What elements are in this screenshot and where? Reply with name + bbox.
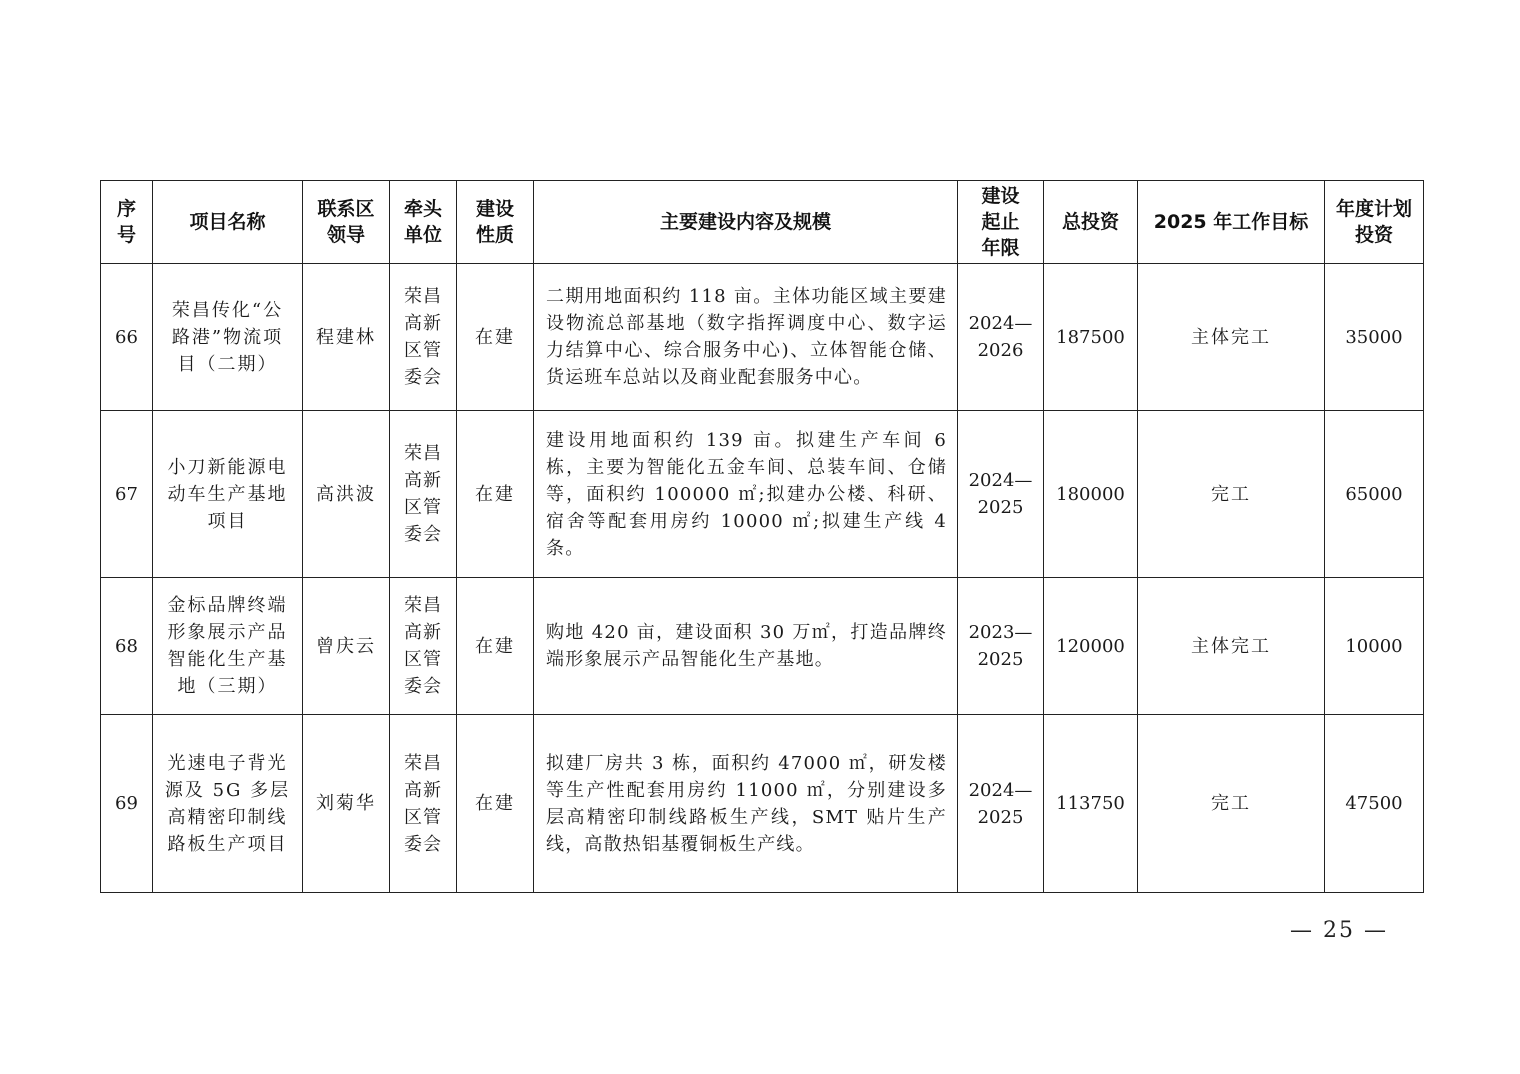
cell-leader: 曾庆云	[303, 578, 390, 715]
cell-total: 180000	[1044, 411, 1138, 578]
cell-nature: 在建	[457, 264, 534, 411]
cell-annual: 47500	[1325, 715, 1424, 893]
period-end: 2025	[977, 497, 1024, 518]
table-row	[101, 578, 1424, 715]
cell-content: 拟建厂房共 3 栋，面积约 47000 ㎡，研发楼等生产性配套用房约 11000 ㎡，分别建设多层高精密印制线路板生产线，SMT 贴片生产线，高散热铝基覆铜板生产线。	[534, 715, 958, 893]
header-content: 主要建设内容及规模	[534, 181, 958, 264]
header-annual: 年度计划投资	[1325, 181, 1424, 264]
cell-goal: 完工	[1138, 411, 1325, 578]
table-row	[101, 411, 1424, 578]
cell-name: 荣昌传化“公路港”物流项目（二期）	[153, 264, 303, 411]
header-total: 总投资	[1044, 181, 1138, 264]
cell-goal: 完工	[1138, 715, 1325, 893]
cell-leader: 刘菊华	[303, 715, 390, 893]
cell-seq: 69	[101, 715, 153, 893]
period-end: 2025	[977, 649, 1024, 670]
cell-period	[958, 411, 1044, 578]
cell-unit: 荣昌高新区管委会	[390, 578, 457, 715]
cell-total: 187500	[1044, 264, 1138, 411]
cell-total: 113750	[1044, 715, 1138, 893]
header-seq: 序号	[101, 181, 153, 264]
cell-nature: 在建	[457, 578, 534, 715]
cell-annual: 10000	[1325, 578, 1424, 715]
cell-name: 金标品牌终端形象展示产品智能化生产基地（三期）	[153, 578, 303, 715]
cell-unit: 荣昌高新区管委会	[390, 411, 457, 578]
header-goal: 2025 年工作目标	[1138, 181, 1325, 264]
period-start: 2024—	[968, 779, 1033, 801]
header-nature: 建设性质	[457, 181, 534, 264]
cell-content: 建设用地面积约 139 亩。拟建生产车间 6 栋，主要为智能化五金车间、总装车间、仓储等，面积约 100000 ㎡;拟建办公楼、科研、宿舍等配套用房约 10000 ㎡;拟建生产线 4 条。	[534, 411, 958, 578]
cell-period	[958, 578, 1044, 715]
cell-leader: 程建林	[303, 264, 390, 411]
cell-seq: 66	[101, 264, 153, 411]
cell-total: 120000	[1044, 578, 1138, 715]
header-unit: 牵头单位	[390, 181, 457, 264]
period-start: 2023—	[968, 622, 1033, 643]
page-number: — 25 —	[1290, 918, 1388, 943]
period-end: 2026	[977, 340, 1024, 361]
cell-leader: 高洪波	[303, 411, 390, 578]
header-leader: 联系区领导	[303, 181, 390, 264]
period-start: 2024—	[968, 470, 1033, 491]
cell-goal: 主体完工	[1138, 264, 1325, 411]
header-name: 项目名称	[153, 181, 303, 264]
cell-period	[958, 264, 1044, 411]
cell-seq: 68	[101, 578, 153, 715]
project-table	[100, 180, 1424, 893]
cell-name: 小刀新能源电动车生产基地项目	[153, 411, 303, 578]
cell-nature: 在建	[457, 715, 534, 893]
cell-name: 光速电子背光源及 5G 多层高精密印制线路板生产项目	[153, 715, 303, 893]
period-start: 2024—	[968, 313, 1033, 334]
cell-unit: 荣昌高新区管委会	[390, 264, 457, 411]
cell-seq: 67	[101, 411, 153, 578]
cell-annual: 35000	[1325, 264, 1424, 411]
period-end: 2025	[977, 806, 1024, 828]
header-period: 建设起止年限	[958, 181, 1044, 264]
table-header-row	[101, 181, 1424, 264]
cell-nature: 在建	[457, 411, 534, 578]
cell-unit: 荣昌高新区管委会	[390, 715, 457, 893]
table-row	[101, 715, 1424, 893]
cell-period	[958, 715, 1044, 893]
cell-content: 购地 420 亩，建设面积 30 万㎡，打造品牌终端形象展示产品智能化生产基地。	[534, 578, 958, 715]
table-row	[101, 264, 1424, 411]
cell-annual: 65000	[1325, 411, 1424, 578]
cell-goal: 主体完工	[1138, 578, 1325, 715]
cell-content: 二期用地面积约 118 亩。主体功能区域主要建设物流总部基地（数字指挥调度中心、数字运力结算中心、综合服务中心)、立体智能仓储、货运班车总站以及商业配套服务中心。	[534, 264, 958, 411]
